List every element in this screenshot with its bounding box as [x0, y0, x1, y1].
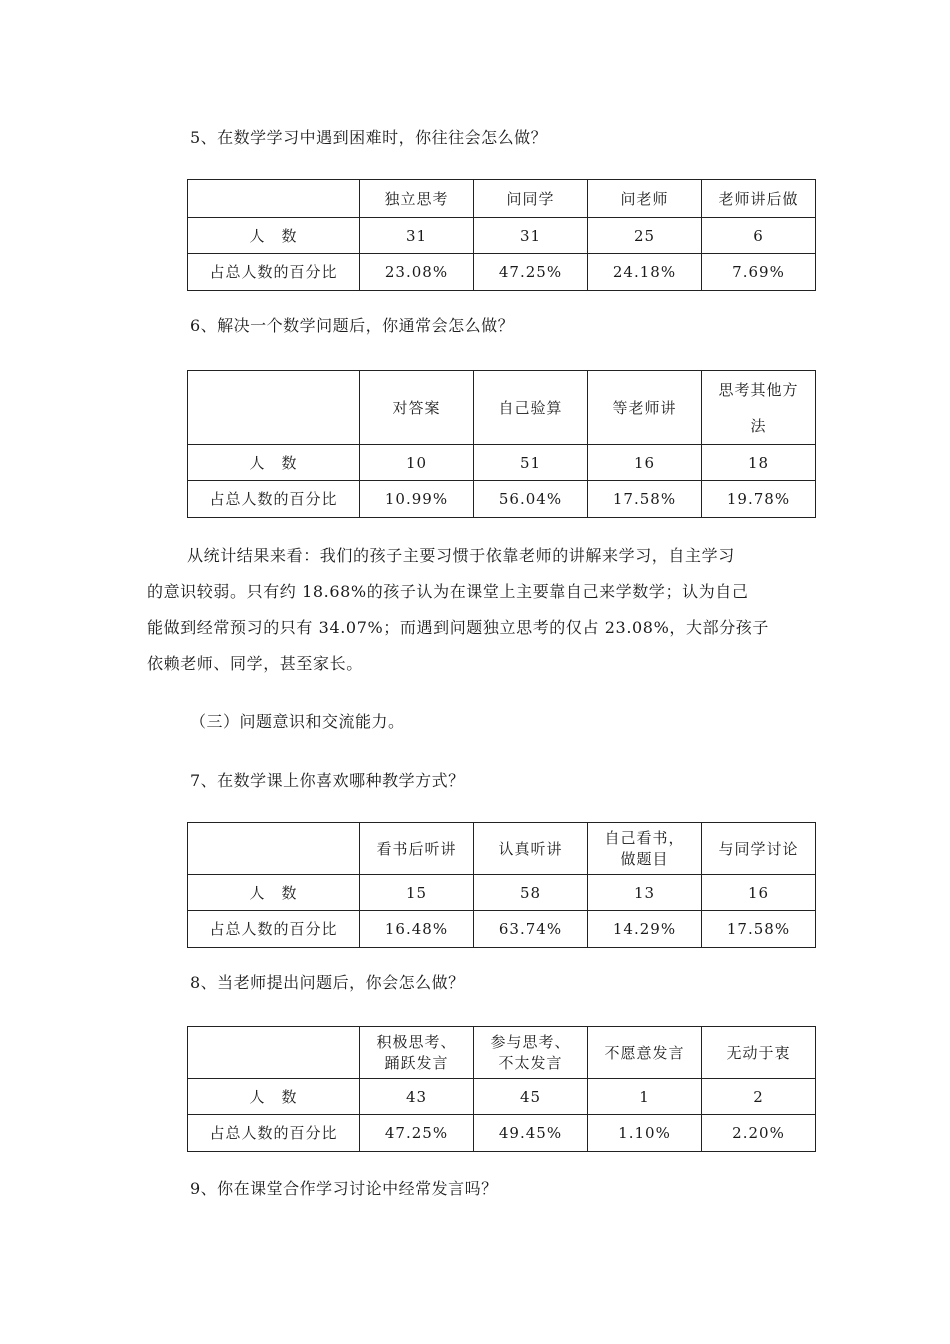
- table-cell: 45: [474, 1079, 588, 1115]
- header-line: 法: [750, 416, 767, 435]
- table-cell: 16: [702, 875, 816, 911]
- row-label: 占总人数的百分比: [188, 254, 360, 291]
- table-cell: 43: [360, 1079, 474, 1115]
- row-label: 占总人数的百分比: [188, 911, 360, 948]
- header-cell: [588, 823, 702, 875]
- table-cell: 63.74%: [474, 911, 588, 948]
- paragraph-line: 从统计结果来看：我们的孩子主要习惯于依靠老师的讲解来学习，自主学习: [187, 546, 735, 565]
- table-cell: 1: [588, 1079, 702, 1115]
- summary-paragraph: [147, 538, 809, 682]
- question-9-title: 9、你在课堂合作学习讨论中经常发言吗？: [190, 1179, 498, 1198]
- table-row: [188, 218, 816, 254]
- table-cell: 13: [588, 875, 702, 911]
- table-cell: 23.08%: [360, 254, 474, 291]
- table-cell: 18: [702, 445, 816, 481]
- table-header-row: [188, 180, 816, 218]
- table-q7: [187, 822, 816, 948]
- corner-cell: [188, 371, 360, 445]
- table-cell: 47.25%: [360, 1115, 474, 1152]
- header-cell: 老师讲后做: [702, 180, 816, 218]
- table-cell: 47.25%: [474, 254, 588, 291]
- table-cell: 31: [474, 218, 588, 254]
- table-q6: [187, 370, 816, 518]
- table-row: [188, 875, 816, 911]
- table-cell: 10: [360, 445, 474, 481]
- header-cell: 与同学讨论: [702, 823, 816, 875]
- table-header-row: [188, 371, 816, 445]
- header-line: 参与思考、: [490, 1032, 571, 1051]
- table-header-row: [188, 1027, 816, 1079]
- table-row: [188, 445, 816, 481]
- header-cell: 等老师讲: [588, 371, 702, 445]
- table-row: [188, 254, 816, 291]
- header-cell: 问同学: [474, 180, 588, 218]
- corner-cell: [188, 823, 360, 875]
- table-row: [188, 1079, 816, 1115]
- table-cell: 17.58%: [702, 911, 816, 948]
- table-cell: 2: [702, 1079, 816, 1115]
- header-cell: 无动于衷: [702, 1027, 816, 1079]
- table-row: [188, 911, 816, 948]
- header-cell: [474, 1027, 588, 1079]
- table-cell: 1.10%: [588, 1115, 702, 1152]
- row-label: 人 数: [188, 875, 360, 911]
- corner-cell: [188, 1027, 360, 1079]
- header-cell: [702, 371, 816, 445]
- question-6-title: 6、解决一个数学问题后，你通常会怎么做？: [190, 316, 515, 335]
- header-line: 不太发言: [498, 1053, 563, 1072]
- table-q5: [187, 179, 816, 291]
- row-label: 人 数: [188, 445, 360, 481]
- paragraph-line: 依赖老师、同学，甚至家长。: [147, 654, 363, 673]
- section-heading: （三）问题意识和交流能力。: [190, 712, 405, 731]
- paragraph-line: 的意识较弱。只有约 18.68%的孩子认为在课堂上主要靠自己来学数学；认为自己: [147, 582, 749, 601]
- table-header-row: [188, 823, 816, 875]
- header-cell: 问老师: [588, 180, 702, 218]
- table-cell: 51: [474, 445, 588, 481]
- header-line: 踊跃发言: [384, 1053, 449, 1072]
- header-cell: 自己验算: [474, 371, 588, 445]
- header-line: 做题目: [620, 849, 669, 868]
- header-cell: 不愿意发言: [588, 1027, 702, 1079]
- question-7-title: 7、在数学课上你喜欢哪种教学方式？: [190, 771, 465, 790]
- table-cell: 58: [474, 875, 588, 911]
- table-cell: 7.69%: [702, 254, 816, 291]
- table-cell: 6: [702, 218, 816, 254]
- table-cell: 25: [588, 218, 702, 254]
- row-label: 占总人数的百分比: [188, 1115, 360, 1152]
- header-line: 自己看书，: [604, 828, 685, 847]
- table-cell: 15: [360, 875, 474, 911]
- header-cell: [360, 1027, 474, 1079]
- table-cell: 16.48%: [360, 911, 474, 948]
- table-cell: 17.58%: [588, 481, 702, 518]
- header-cell: 独立思考: [360, 180, 474, 218]
- corner-cell: [188, 180, 360, 218]
- table-cell: 24.18%: [588, 254, 702, 291]
- table-cell: 2.20%: [702, 1115, 816, 1152]
- header-cell: 认真听讲: [474, 823, 588, 875]
- table-cell: 19.78%: [702, 481, 816, 518]
- table-cell: 31: [360, 218, 474, 254]
- table-cell: 14.29%: [588, 911, 702, 948]
- header-line: 思考其他方: [718, 380, 799, 399]
- question-5-title: 5、在数学学习中遇到困难时，你往往会怎么做？: [190, 128, 548, 147]
- table-cell: 16: [588, 445, 702, 481]
- table-row: [188, 481, 816, 518]
- row-label: 人 数: [188, 218, 360, 254]
- header-cell: 对答案: [360, 371, 474, 445]
- table-cell: 56.04%: [474, 481, 588, 518]
- question-8-title: 8、当老师提出问题后，你会怎么做？: [190, 973, 465, 992]
- table-cell: 10.99%: [360, 481, 474, 518]
- table-q8: [187, 1026, 816, 1152]
- paragraph-line: 能做到经常预习的只有 34.07%；而遇到问题独立思考的仅占 23.08%，大部分孩子: [147, 618, 769, 637]
- row-label: 人 数: [188, 1079, 360, 1115]
- header-line: 积极思考、: [376, 1032, 457, 1051]
- table-row: [188, 1115, 816, 1152]
- table-cell: 49.45%: [474, 1115, 588, 1152]
- row-label: 占总人数的百分比: [188, 481, 360, 518]
- header-cell: 看书后听讲: [360, 823, 474, 875]
